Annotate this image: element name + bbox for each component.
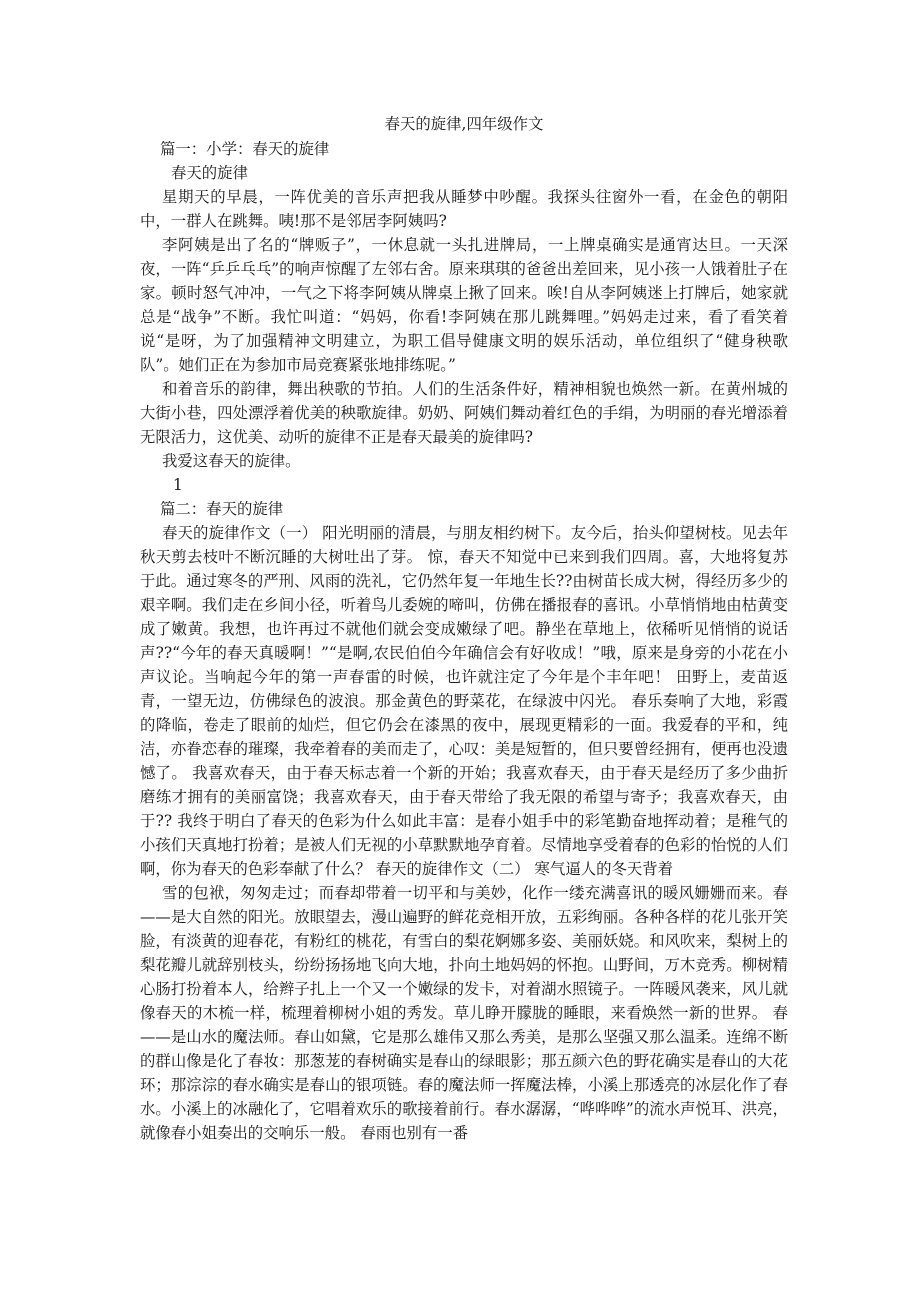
section1-paragraph: 我爱这春天的旋律。 xyxy=(162,452,301,470)
page-number: 1 xyxy=(173,476,183,494)
section2-paragraph: 春天的旋律作文（一） 阳光明丽的清晨，与朋友相约树下。友今后，抬头仰望树枝。见去年秋天剪去枝叶不断沉睡的大树吐出了芽。 惊，春天不知觉中已来到我们四周。喜，大地将复苏于此。通过寒冬的严刑、风雨的洗礼，它仍然年复一年地生长??由树苗长成大树，得经历多少的艰辛啊。我们走在乡间小径，听着鸟儿委婉的啼叫，仿佛在播报春的喜讯。小草悄悄地由枯黄变成了嫩黄。我想，也许再过不就他们就会变成嫩绿了吧。静坐在草地上，依稀听见悄悄的说话声??“今年的春天真暖啊！”“是啊,农民伯伯今年确信会有好收成！”哦，原来是身旁的小花在小声议论。当响起今年的第一声春雷的时候，也许就注定了今年是个丰年吧！ 田野上，麦苗返青，一望无边，仿佛绿色的波浪。那金黄色的野菜花，在绿波中闪光。 春乐奏响了大地，彩霞的降临，卷走了眼前的灿烂，但它仍会在漆黑的夜中，展现更精彩的一面。我爱春的平和，纯洁，亦眷恋春的璀璨，我牵着春的美而走了，心叹：美是短暂的，但只要曾经拥有，便再也没遗憾了。 我喜欢春天，由于春天标志着一个新的开始；我喜欢春天，由于春天是经历了多少曲折磨练才拥有的美丽富饶；我喜欢春天，由于春天带给了我无限的希望与寄予；我喜欢春天，由于?? 我终于明白了春天的色彩为什么如此丰富：是春小姐手中的彩笔勤奋地挥动着；是稚气的小孩们天真地打扮着；是被人们无视的小草默默地孕育着。尽情地享受着春的色彩的怡悦的人们啊，你为春天的色彩奉献了什么？ 春天的旋律作文（二） 寒气逼人的冬天背着 xyxy=(140,524,788,878)
section1-paragraph: 星期天的早晨，一阵优美的音乐声把我从睡梦中吵醒。我探头往窗外一看，在金色的朝阳中，一群人在跳舞。咦!那不是邻居李阿姨吗? xyxy=(140,188,788,230)
section2-paragraph: 雪的包袱，匆匆走过；而春却带着一切平和与美妙，化作一缕充满喜讯的暖风姗姗而来。春——是大自然的阳光。放眼望去，漫山遍野的鲜花竞相开放，五彩绚丽。各种各样的花儿张开笑脸，有淡黄的迎春花，有粉红的桃花，有雪白的梨花婀娜多姿、美丽妖娆。和风吹来，梨树上的梨花瓣儿就辞别枝头，纷纷扬扬地飞向大地，扑向土地妈妈的怀抱。山野间，万木竞秀。柳树精心肠打扮着本人，给辫子扎上一个又一个嫩绿的发卡，对着湖水照镜子。一阵暖风袭来，风儿就像春天的木梳一样，梳理着柳树小姐的秀发。草儿睁开朦胧的睡眼，来看焕然一新的世界。 春——是山水的魔法师。春山如黛，它是那么雄伟又那么秀美，是那么坚强又那么温柔。连绵不断的群山像是化了春妆：那葱茏的春树确实是春山的绿眼影；那五颜六色的野花确实是春山的大花环；那淙淙的春水确实是春山的银项链。春的魔法师一挥魔法棒，小溪上那透亮的冰层化作了春水。小溪上的冰融化了，它唱着欢乐的歌接着前行。春水潺潺，“哗哗哗”的流水声悦耳、洪亮，就像春小姐奏出的交响乐一般。 春雨也别有一番 xyxy=(140,884,788,1142)
section1-heading: 篇一：小学：春天的旋律 xyxy=(160,140,330,158)
section1-subheading: 春天的旋律 xyxy=(171,164,248,182)
section2-heading: 篇二：春天的旋律 xyxy=(160,500,284,518)
document-title: 春天的旋律,四年级作文 xyxy=(384,115,544,133)
document-page xyxy=(140,112,788,1145)
section1-paragraph: 和着音乐的韵律，舞出秧歌的节拍。人们的生活条件好，精神相貌也焕然一新。在黄州城的大街小巷，四处漂浮着优美的秧歌旋律。奶奶、阿姨们舞动着红色的手绢，为明丽的春光增添着无限活力，这优美、动听的旋律不正是春天最美的旋律吗? xyxy=(140,380,788,446)
section1-paragraph: 李阿姨是出了名的“牌贩子”，一休息就一头扎进牌局，一上牌桌确实是通宵达旦。一天深夜，一阵“乒乒乓乓”的响声惊醒了左邻右舍。原来琪琪的爸爸出差回来，见小孩一人饿着肚子在家。顿时怒气冲冲，一气之下将李阿姨从牌桌上揪了回来。唉!自从李阿姨迷上打牌后，她家就总是“战争”不断。我忙叫道：“妈妈，你看!李阿姨在那儿跳舞哩。”妈妈走过来，看了看笑着说“是呀，为了加强精神文明建立，为职工倡导健康文明的娱乐活动，单位组织了“健身秧歌队”。她们正在为参加市局竞赛紧张地排练呢。” xyxy=(140,236,788,374)
